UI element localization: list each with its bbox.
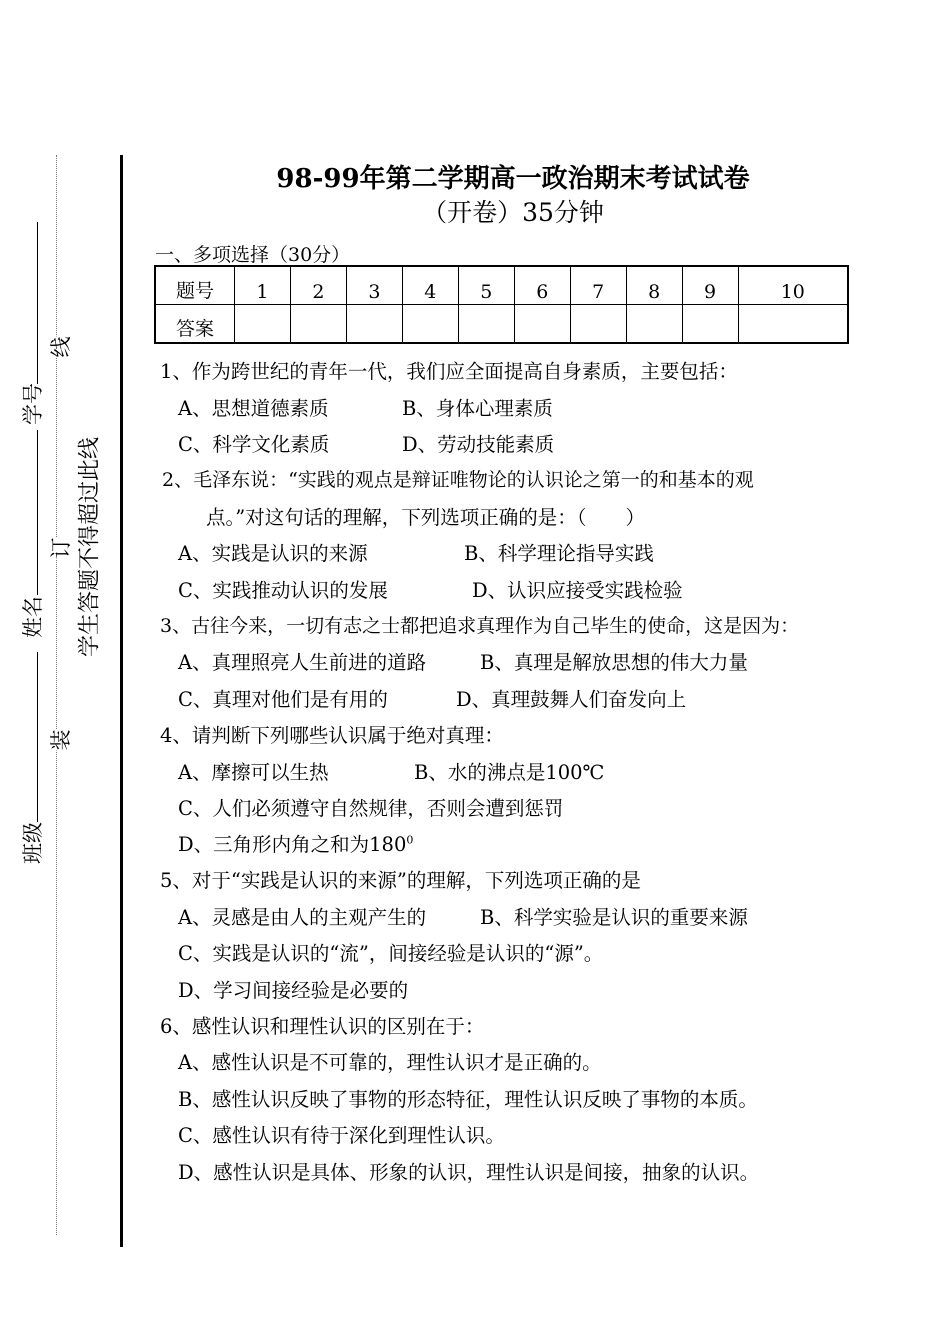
- section-heading: 一、多项选择（30分）: [155, 244, 351, 266]
- question-6-option-a: A、感性认识是不可靠的，理性认识才是正确的。: [178, 1051, 602, 1074]
- question-1-stem: 1、作为跨世纪的青年一代，我们应全面提高自身素质，主要包括：: [160, 360, 738, 383]
- name-field-blank[interactable]: [37, 430, 38, 595]
- answer-table-number: 9: [682, 266, 738, 305]
- question-5-option-b: B、科学实验是认识的重要来源: [480, 906, 748, 929]
- binding-line: [120, 155, 123, 1247]
- answer-cell[interactable]: [514, 305, 570, 344]
- question-4-option-a: A、摩擦可以生热: [178, 761, 329, 784]
- answer-table-row-label: 题号: [155, 266, 235, 305]
- answer-cell[interactable]: [346, 305, 402, 344]
- question-3-stem: 3、古往今来，一切有志之士都把追求真理作为自己毕生的使命，这是因为：: [160, 615, 800, 637]
- question-5-option-d: D、学习间接经验是必要的: [178, 979, 409, 1002]
- answer-cell[interactable]: [235, 305, 291, 344]
- answer-cell[interactable]: [682, 305, 738, 344]
- number-field-blank[interactable]: [37, 222, 38, 384]
- exam-title: 98-99年第二学期高一政治期末考试试卷: [276, 164, 750, 194]
- question-1-option-a: A、思想道德素质: [178, 397, 329, 420]
- answer-cell[interactable]: [402, 305, 458, 344]
- question-2-option-c: C、实践推动认识的发展: [178, 579, 388, 602]
- question-4-option-d: [178, 829, 413, 857]
- exam-subtitle: （开卷）35分钟: [422, 198, 604, 227]
- binding-mark-ding: 订: [43, 538, 77, 559]
- question-4-option-d-text: D、三角形内角之和为180: [178, 833, 407, 856]
- answer-table-row-label: 答案: [155, 305, 235, 344]
- answer-table: [154, 265, 849, 344]
- class-field-blank[interactable]: [37, 652, 38, 822]
- answer-table-answer-row: [155, 305, 848, 344]
- answer-table-number: 5: [458, 266, 514, 305]
- answer-cell[interactable]: [570, 305, 626, 344]
- binding-mark-zhuang: 装: [43, 730, 77, 751]
- answer-table-number: 3: [346, 266, 402, 305]
- answer-cell[interactable]: [290, 305, 346, 344]
- question-1-option-d: D、劳动技能素质: [402, 433, 555, 456]
- question-3-option-d: D、真理鼓舞人们奋发向上: [456, 688, 687, 711]
- question-4-option-c: C、人们必须遵守自然规律，否则会遭到惩罚: [178, 797, 564, 820]
- question-1-option-c: C、科学文化素质: [178, 433, 330, 456]
- answer-table-number: 1: [235, 266, 291, 305]
- fold-dotted-line: [56, 155, 57, 1235]
- question-2-option-d: D、认识应接受实践检验: [472, 579, 683, 602]
- question-5-option-c: C、实践是认识的“流”，间接经验是认识的“源”。: [178, 942, 604, 965]
- question-5-stem: 5、对于“实践是认识的来源”的理解，下列选项正确的是: [160, 869, 641, 892]
- answer-table-number: 10: [738, 266, 848, 305]
- answer-table-number: 2: [290, 266, 346, 305]
- answer-table-number: 6: [514, 266, 570, 305]
- degree-superscript: 0: [406, 833, 414, 847]
- question-6-stem: 6、感性认识和理性认识的区别在于：: [160, 1015, 485, 1038]
- answer-cell[interactable]: [738, 305, 848, 344]
- answer-cell[interactable]: [458, 305, 514, 344]
- answer-table-number-row: [155, 266, 848, 305]
- answer-table-number: 8: [626, 266, 682, 305]
- question-3-option-a: A、真理照亮人生前进的道路: [178, 651, 427, 674]
- number-field-label: 学号: [21, 383, 45, 425]
- name-field-label: 姓名: [21, 596, 45, 638]
- question-4-option-b: B、水的沸点是100℃: [414, 761, 605, 784]
- question-6-option-b: B、感性认识反映了事物的形态特征，理性认识反映了事物的本质。: [178, 1088, 758, 1111]
- binding-notice: 学生答题不得超过此线: [77, 436, 103, 658]
- question-2-stem-continued: 点。”对这句话的理解，下列选项正确的是：（ ）: [206, 506, 645, 529]
- question-2-option-b: B、科学理论指导实践: [464, 542, 654, 565]
- question-4-stem: 4、请判断下列哪些认识属于绝对真理：: [160, 724, 504, 747]
- question-6-option-d: D、感性认识是具体、形象的认识，理性认识是间接，抽象的认识。: [178, 1161, 760, 1184]
- question-5-option-a: A、灵感是由人的主观产生的: [178, 906, 427, 929]
- question-2-option-a: A、实践是认识的来源: [178, 542, 368, 565]
- question-3-option-b: B、真理是解放思想的伟大力量: [480, 651, 748, 674]
- question-1-option-b: B、身体心理素质: [402, 397, 553, 420]
- answer-table-number: 4: [402, 266, 458, 305]
- answer-cell[interactable]: [626, 305, 682, 344]
- question-6-option-c: C、感性认识有待于深化到理性认识。: [178, 1124, 505, 1147]
- question-3-option-c: C、真理对他们是有用的: [178, 688, 388, 711]
- answer-table-number: 7: [570, 266, 626, 305]
- binding-mark-xian: 线: [43, 337, 77, 358]
- question-2-stem: 2、毛泽东说：“实践的观点是辩证唯物论的认识论之第一的和基本的观: [162, 469, 754, 491]
- class-field-label: 班级: [21, 822, 45, 864]
